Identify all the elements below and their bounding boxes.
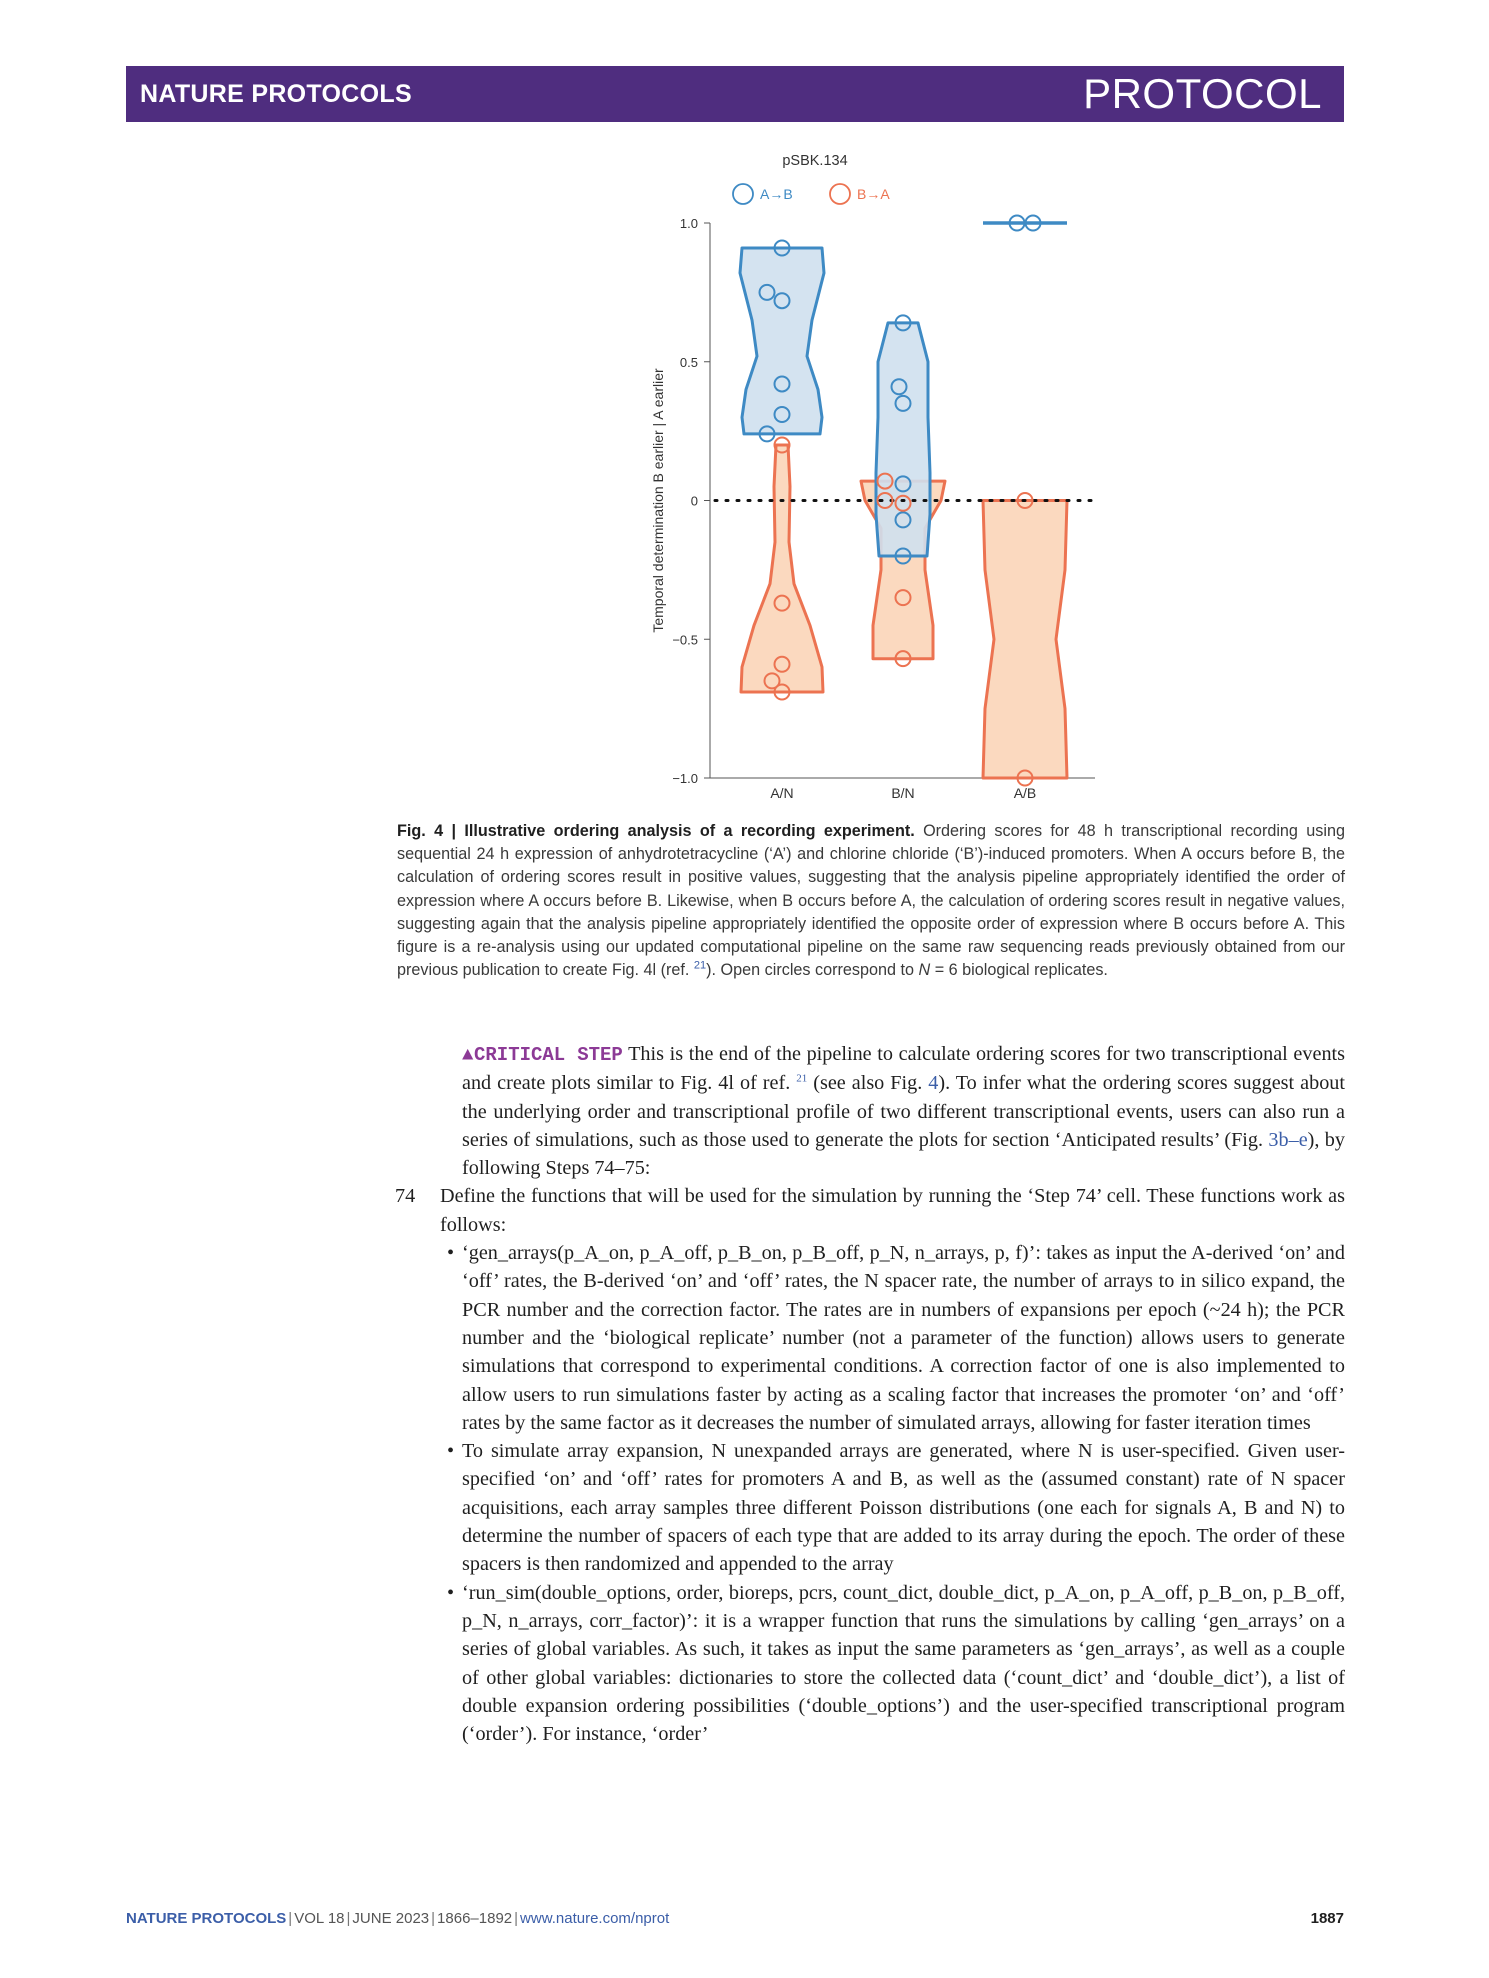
x-tick-label: A/N <box>770 785 794 801</box>
y-tick-label: 1.0 <box>679 216 698 231</box>
section-label: PROTOCOL <box>1083 70 1322 117</box>
ordering-violin-chart <box>600 140 1160 820</box>
critical-text-4: ), by following Steps 74–75: <box>462 1128 1345 1180</box>
footer-volume: VOL 18 <box>294 1910 345 1927</box>
list-item: • ‘run_sim(double_options, order, bioreps, pcrs, count_dict, double_dict, p_A_on, p_A_off, p_B_on, p_B_off, p_N, n_arrays, corr_factor)’: it is a wrapper function that runs the simulations by calling ‘gen_arrays’ on a series of global variables. As such, it takes as input the same parameters as ‘gen_arrays’, as well as a couple of other global variables: dictionaries to store the collected data (‘count_dict’ and ‘double_dict’), a list of double expansion ordering possibilities (‘double_options’) and the user-specified transcriptional program (‘order’). For instance, ‘order’ <box>395 1579 1345 1749</box>
function-list <box>395 1239 1345 1748</box>
body-text <box>395 1040 1345 1748</box>
caption-text-2: ). Open circles correspond to <box>706 961 919 980</box>
violin-ab-ba <box>983 501 1067 779</box>
y-axis-label: Temporal determination B earlier | A earlier <box>650 368 666 633</box>
bullet-icon: • <box>447 1242 455 1265</box>
critical-step-label: ▲CRITICAL STEP <box>462 1044 623 1066</box>
x-tick-label: B/N <box>891 785 915 801</box>
chart-title: pSBK.134 <box>782 153 848 169</box>
footer-journal: NATURE PROTOCOLS <box>126 1910 287 1927</box>
step-text: Define the functions that will be used for the simulation by running the ‘Step 74’ cell. These functions work as follows: <box>440 1185 1345 1236</box>
y-tick-label: −1.0 <box>672 771 698 786</box>
critical-text-2: (see also Fig. <box>807 1072 929 1095</box>
footer-date: JUNE 2023 <box>352 1910 430 1927</box>
header-bar <box>126 66 1344 122</box>
caption-ref-link[interactable]: 21 <box>693 959 707 972</box>
critical-text-3: ). To infer what the ordering scores suggest about the underlying order and transcriptional profile of two different transcriptional events, users can also run a series of simulations, such as those used to generate the plots for section ‘Anticipated results’ (Fig. <box>462 1072 1345 1151</box>
y-tick-label: 0 <box>690 493 698 509</box>
footer-pages: 1866–1892 <box>437 1910 513 1927</box>
step-74 <box>395 1182 1345 1239</box>
critical-ref-link[interactable]: 21 <box>796 1072 808 1085</box>
page-footer: NATURE PROTOCOLS | VOL 18 | JUNE 2023 | 1866–1892 | www.nature.com/nprot 1887 <box>126 1910 1344 1927</box>
list-item: • ‘gen_arrays(p_A_on, p_A_off, p_B_on, p_B_off, p_N, n_arrays, p, f)’: takes as input the A-derived ‘on’ and ‘off’ rates, the B-derived ‘on’ and ‘off’ rates, the N spacer rate, the number of arrays to in silico expand, the PCR number and the correction factor. The rates are in numbers of expansions per epoch (~24 h); the PCR number and the ‘biological replicate’ number (not a parameter of the function) allows users to generate simulations that correspond to experimental conditions. A correction factor of one is also implemented to allow users to run simulations faster by acting as a scaling factor that increases the promoter ‘on’ and ‘off’ rates by the same factor as it decreases the number of simulated arrays, allowing for faster iteration times <box>395 1239 1345 1437</box>
caption-text-3: = 6 biological replicates. <box>930 961 1108 980</box>
caption-n-var: N <box>918 961 931 980</box>
page-number: 1887 <box>1310 1910 1344 1927</box>
critical-text: This is the end of the pipeline to calculate ordering scores for two transcriptional events and create plots similar to Fig. 4l of ref. <box>462 1043 1345 1095</box>
legend-label: B→A <box>857 186 890 202</box>
figure-caption <box>397 820 1345 982</box>
step-number: 74 <box>395 1185 416 1208</box>
journal-name: NATURE PROTOCOLS <box>140 80 412 108</box>
caption-title: Fig. 4 | Illustrative ordering analysis of a recording experiment. <box>397 822 915 840</box>
critical-step-paragraph <box>395 1040 1345 1182</box>
fig-4-link[interactable]: 4 <box>928 1072 939 1095</box>
list-item: • To simulate array expansion, N unexpanded arrays are generated, where N is user-specified. Given user-specified ‘on’ and ‘off’ rates for promoters A and B, as well as the (assumed constant) rate of N spacer acquisitions, each array samples three different Poisson distributions (one each for signals A, B and N) to determine the number of spacers of each type that are added to its array during the epoch. The order of these spacers is then randomized and appended to the array <box>395 1437 1345 1578</box>
bullet-icon: • <box>447 1581 455 1604</box>
y-tick-label: −0.5 <box>672 632 698 648</box>
violin-an-ba <box>741 445 823 692</box>
violin-bn-ab <box>876 323 930 556</box>
legend-marker <box>733 184 753 204</box>
x-tick-label: A/B <box>1013 785 1037 801</box>
footer-url-link[interactable]: www.nature.com/nprot <box>520 1910 670 1927</box>
caption-text: Ordering scores for 48 h transcriptional recording using sequential 24 h expression of anhydrotetracycline (‘A’) and chlorine chloride (‘B’)-induced promoters. When A occurs before B, the calculation of ordering scores result in positive values, suggesting that the analysis pipeline appropriately identified the order of expression where A occurs before B. Likewise, when B occurs before A, the calculation of ordering scores result in negative values, suggesting again that the analysis pipeline appropriately identified the opposite order of expression where B occurs before A. This figure is a re-analysis using our updated computational pipeline on the same raw sequencing reads previously obtained from our previous publication to create Fig. 4l (ref. <box>397 822 1345 980</box>
y-tick-label: 0.5 <box>679 354 698 370</box>
fig-3b-e-link[interactable]: 3b–e <box>1268 1128 1308 1151</box>
legend-marker <box>830 184 850 204</box>
legend-label: A→B <box>760 186 793 202</box>
bullet-icon: • <box>447 1440 455 1463</box>
